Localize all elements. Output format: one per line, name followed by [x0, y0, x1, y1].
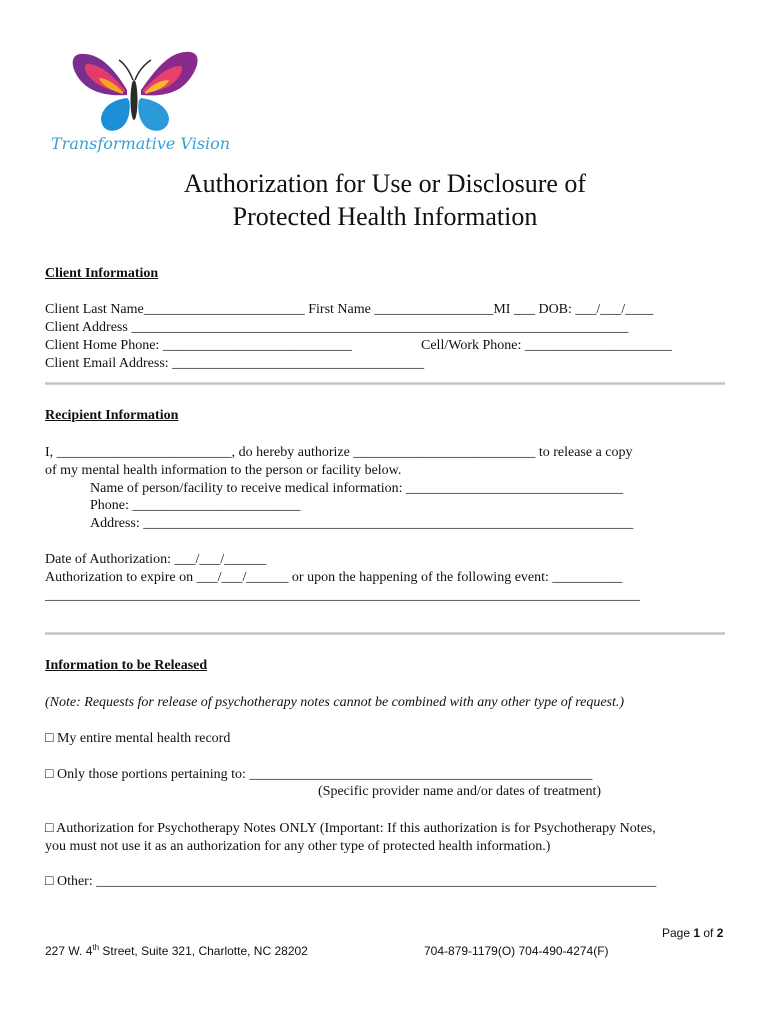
page-total: 2	[716, 926, 724, 940]
section-divider	[45, 382, 725, 385]
address-part-b: Street, Suite 321, Charlotte, NC 28202	[99, 944, 308, 958]
client-info-heading: Client Information	[45, 266, 159, 281]
logo-text: Transformative Vision	[51, 134, 231, 153]
footer-phones: 704-879-1179(O) 704-490-4274(F)	[424, 944, 609, 958]
client-name-dob-line: Client Last Name_______________________ First Name _________________MI ___ DOB: ___/___/____	[45, 302, 654, 317]
client-email-line: Client Email Address: ____________________________________	[45, 356, 425, 371]
recipient-info-heading: Recipient Information	[45, 408, 179, 423]
option-entire-record[interactable]: □ My entire mental health record	[45, 731, 231, 746]
option-portions[interactable]: □ Only those portions pertaining to: _________________________________________________	[45, 767, 593, 782]
page-prefix: Page	[662, 926, 694, 940]
footer-address	[45, 944, 308, 958]
authorize-line-continued: of my mental health information to the person or facility below.	[45, 463, 402, 478]
page-current: 1	[693, 926, 701, 940]
page-of: of	[700, 926, 717, 940]
release-info-heading: Information to be Released	[45, 658, 208, 673]
portions-hint: (Specific provider name and/or dates of treatment)	[318, 784, 601, 799]
option-other[interactable]: □ Other: ________________________________________________________________________________	[45, 874, 657, 889]
date-of-authorization-line: Date of Authorization: ___/___/______	[45, 552, 267, 567]
option-psychotherapy-notes-continued: you must not use it as an authorization for any other type of protected health information.)	[45, 839, 551, 854]
recipient-address-line: Address: ______________________________________________________________________	[90, 516, 634, 531]
expiration-event-line: _____________________________________________________________________________________	[45, 588, 640, 603]
client-home-phone-line: Client Home Phone: ___________________________	[45, 338, 352, 353]
page-number	[662, 926, 723, 940]
address-superscript: th	[92, 943, 100, 952]
document-title-line2: Protected Health Information	[232, 202, 538, 231]
recipient-name-line: Name of person/facility to receive medical information: _______________________________	[90, 481, 624, 496]
client-address-line: Client Address _______________________________________________________________________	[45, 320, 629, 335]
expiration-line: Authorization to expire on ___/___/______ or upon the happening of the following event: __________	[45, 570, 623, 585]
address-part-a: 227 W. 4	[45, 944, 93, 958]
recipient-phone-line: Phone: ________________________	[90, 498, 301, 513]
client-cell-phone-line: Cell/Work Phone: _____________________	[421, 338, 672, 353]
authorize-line: I, _________________________, do hereby authorize __________________________ to release a copy	[45, 445, 633, 460]
logo	[45, 40, 231, 165]
section-divider	[45, 632, 725, 635]
option-psychotherapy-notes[interactable]: □ Authorization for Psychotherapy Notes ONLY (Important: If this authorization is for Psychotherapy Notes,	[45, 821, 656, 836]
document-title-line1: Authorization for Use or Disclosure of	[183, 169, 587, 198]
psychotherapy-note: (Note: Requests for release of psychotherapy notes cannot be combined with any other type of request.)	[45, 695, 625, 710]
